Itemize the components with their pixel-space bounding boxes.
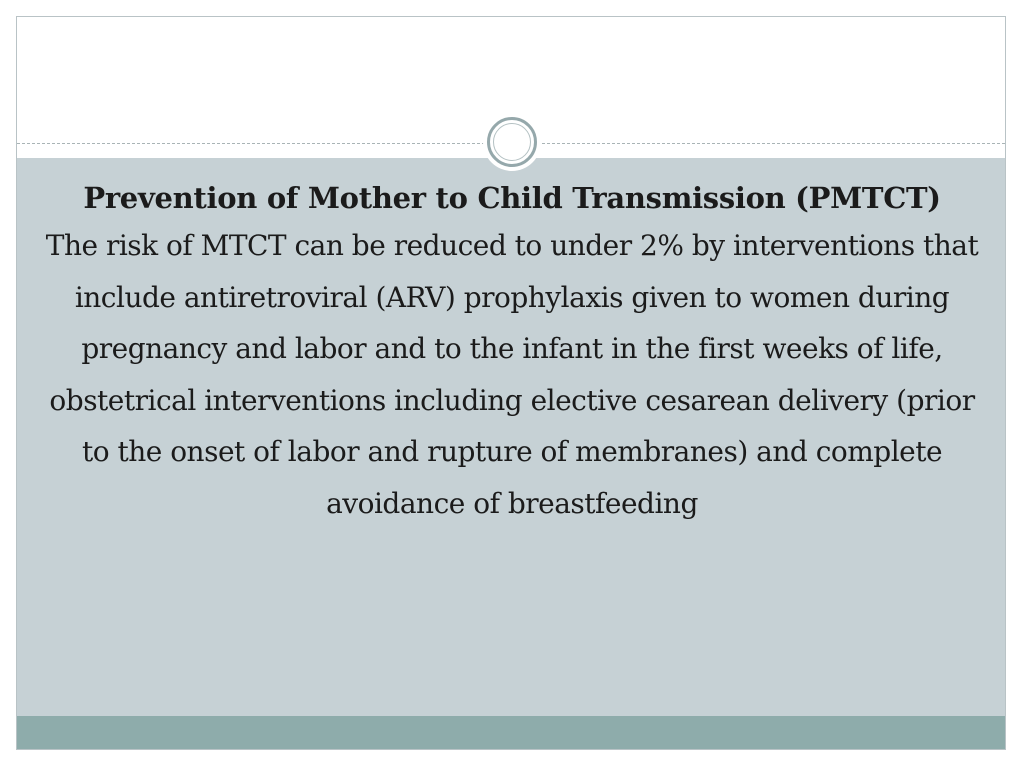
slide-body-text: The risk of MTCT can be reduced to under 2% by interventions that include antiretroviral (ARV) prophylaxis given to women during pregnancy and labor and to the infant in the first weeks of life, obstetrical interventions including elective cesarean delivery (prior to the onset of labor and rupture of membranes) and complete avoidance of breastfeeding (45, 229, 979, 520)
circle-ornament-inner (493, 123, 531, 161)
slide (16, 16, 1006, 750)
slide-content (37, 180, 987, 529)
slide-footer-band (17, 716, 1005, 750)
slide-title: Prevention of Mother to Child Transmission (PMTCT) (83, 181, 941, 215)
